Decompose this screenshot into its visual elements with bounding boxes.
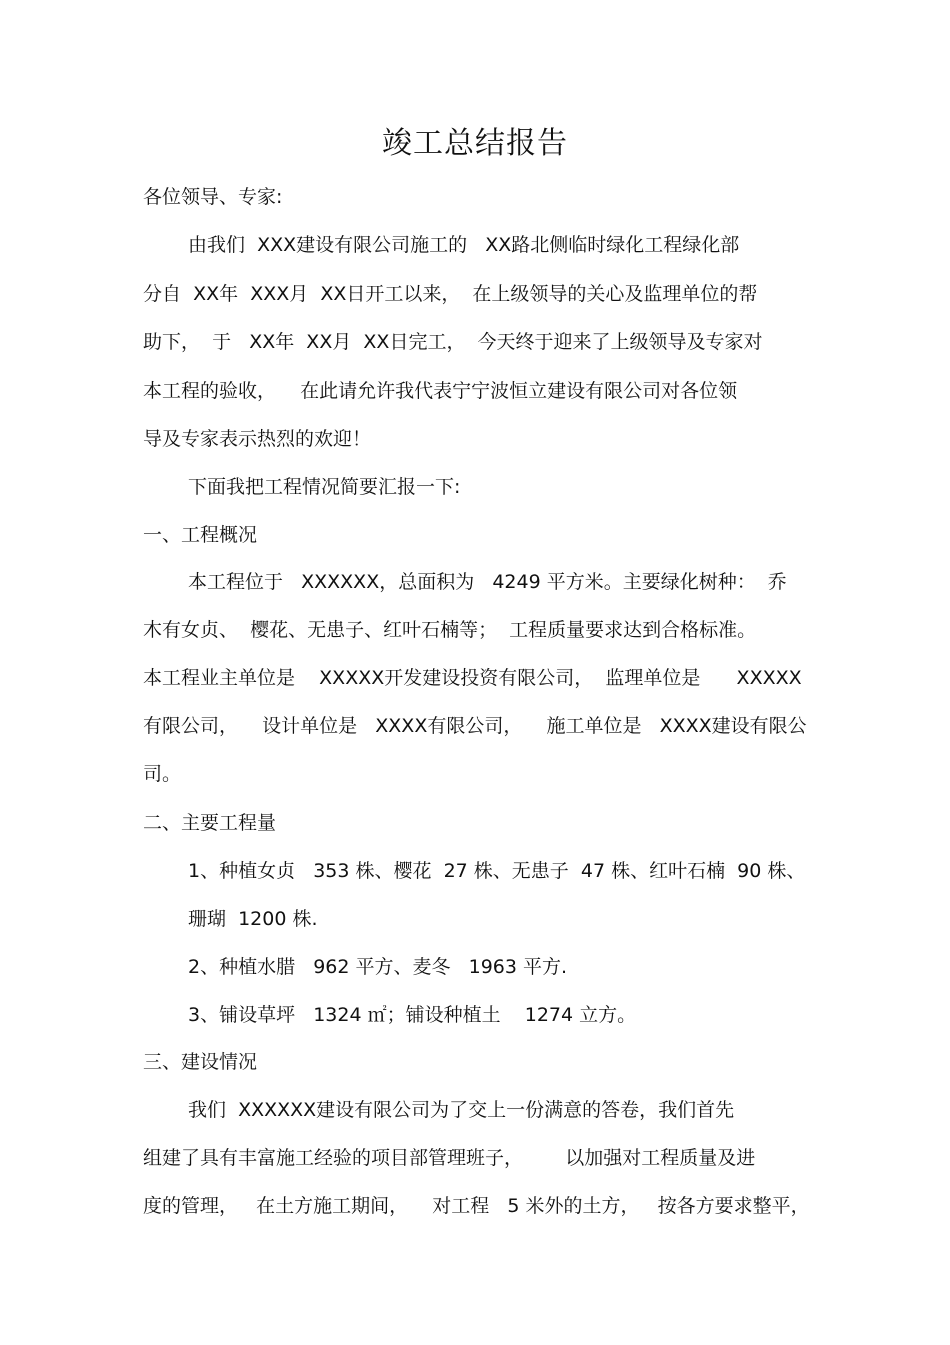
paragraph-line: 本工程业主单位是 XXXXX开发建设投资有限公司， 监理单位是 XXXXX <box>143 667 802 689</box>
paragraph-line: 本工程的验收， 在此请允许我代表宁宁波恒立建设有限公司对各位领 <box>143 380 738 402</box>
paragraph-line: 度的管理， 在土方施工期间， 对工程 5 米外的土方， 按各方要求整平， <box>143 1195 810 1217</box>
paragraph-line: 司。 <box>143 763 182 785</box>
paragraph-line: 有限公司， 设计单位是 XXXX有限公司， 施工单位是 XXXX建设有限公 <box>143 715 807 737</box>
paragraph-line: 木有女贞、 樱花、无患子、红叶石楠等； 工程质量要求达到合格标准。 <box>143 619 757 641</box>
paragraph-line: 下面我把工程情况简要汇报一下: <box>188 476 461 498</box>
section-heading: 一、工程概况 <box>143 524 258 546</box>
paragraph-line: 由我们 XXX建设有限公司施工的 XX路北侧临时绿化工程绿化部 <box>188 234 740 256</box>
paragraph-line: 组建了具有丰富施工经验的项目部管理班子， 以加强对工程质量及进 <box>143 1147 756 1169</box>
list-item-continuation: 珊瑚 1200 株. <box>188 908 318 930</box>
section-heading: 二、主要工程量 <box>143 812 277 834</box>
list-item: 1、种植女贞 353 株、樱花 27 株、无患子 47 株、红叶石楠 90 株、 <box>188 860 806 882</box>
document-title: 竣工总结报告 <box>382 126 568 161</box>
paragraph-line: 我们 XXXXXX建设有限公司为了交上一份满意的答卷，我们首先 <box>188 1099 735 1121</box>
greeting-line: 各位领导、专家: <box>143 186 283 208</box>
list-item: 3、铺设草坪 1324 ㎡；铺设种植土 1274 立方。 <box>188 1004 637 1026</box>
paragraph-line: 本工程位于 XXXXXX，总面积为 4249 平方米。主要绿化树种： 乔 <box>188 571 787 593</box>
list-item: 2、种植水腊 962 平方、麦冬 1963 平方. <box>188 956 568 978</box>
paragraph-line: 助下， 于 XX年 XX月 XX日完工， 今天终于迎来了上级领导及专家对 <box>143 331 763 353</box>
paragraph-line: 导及专家表示热烈的欢迎！ <box>143 428 372 450</box>
section-heading: 三、建设情况 <box>143 1051 258 1073</box>
paragraph-line: 分自 XX年 XXX月 XX日开工以来， 在上级领导的关心及监理单位的帮 <box>143 283 758 305</box>
